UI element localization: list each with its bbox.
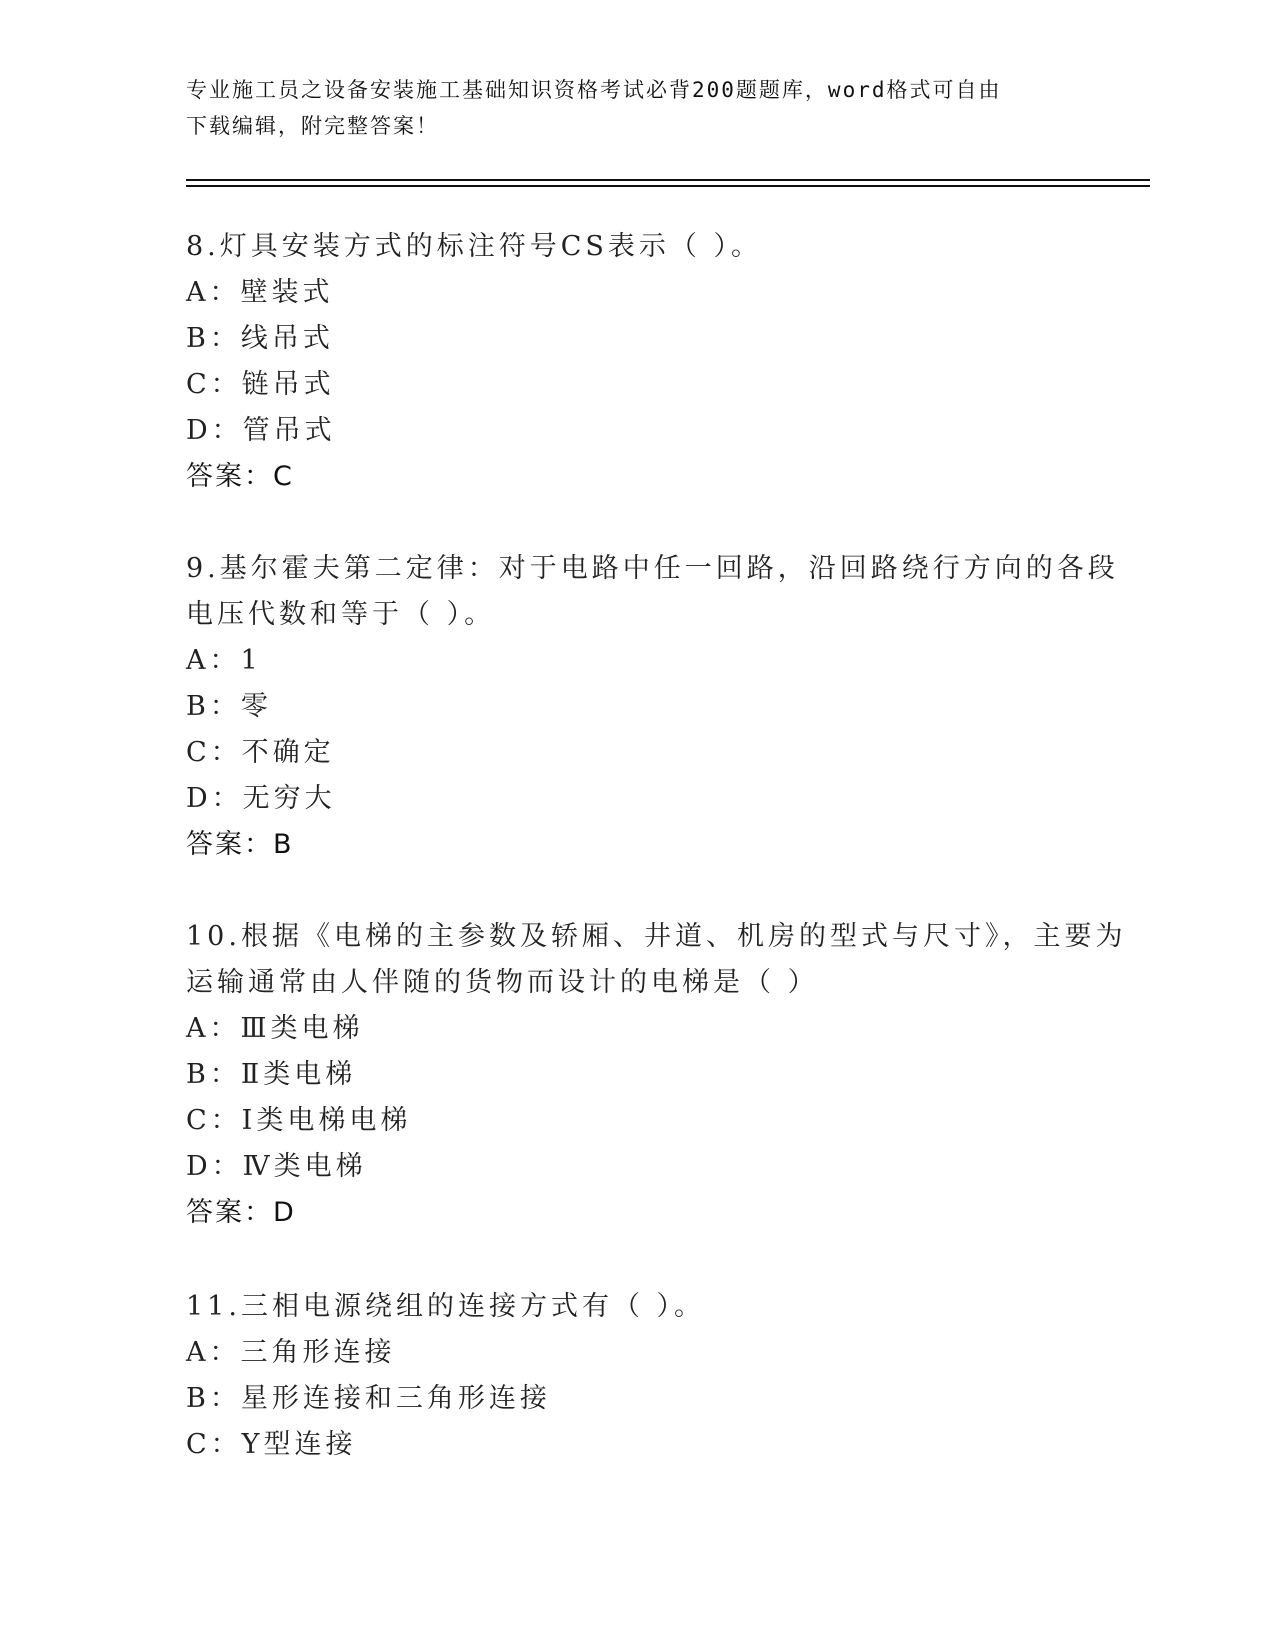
question-stem-line-2: 运输通常由人伴随的货物而设计的电梯是（ ） <box>186 967 819 998</box>
option-c: C：链吊式 <box>186 369 335 400</box>
question-10 <box>186 914 1127 1236</box>
question-9 <box>186 546 1119 868</box>
question-11 <box>186 1284 1086 1468</box>
option-a: A：三角形连接 <box>186 1337 396 1368</box>
option-d: D：无穷大 <box>186 783 336 814</box>
question-stem-line-1: 10.根据《电梯的主参数及轿厢、井道、机房的型式与尺寸》，主要为 <box>186 921 1127 952</box>
option-d: D：管吊式 <box>186 415 336 446</box>
document-header <box>186 72 1086 144</box>
question-stem: 8.灯具安装方式的标注符号CS表示（ ）。 <box>186 231 762 262</box>
option-c: C：Ⅰ类电梯电梯 <box>186 1105 412 1136</box>
option-a: A：1 <box>186 645 262 676</box>
answer: 答案：D <box>186 1197 296 1228</box>
option-a: A：Ⅲ类电梯 <box>186 1013 364 1044</box>
option-d: D：Ⅳ类电梯 <box>186 1151 367 1182</box>
option-b: B：星形连接和三角形连接 <box>186 1383 551 1414</box>
question-stem-line-1: 9.基尔霍夫第二定律：对于电路中任一回路，沿回路绕行方向的各段 <box>186 553 1119 584</box>
option-b: B：线吊式 <box>186 323 334 354</box>
header-line-2: 下载编辑，附完整答案！ <box>186 114 439 138</box>
answer: 答案：B <box>186 829 294 860</box>
option-b: B：零 <box>186 691 272 722</box>
question-stem: 11.三相电源绕组的连接方式有（ ）。 <box>186 1291 706 1322</box>
header-line-1: 专业施工员之设备安装施工基础知识资格考试必背200题题库，word格式可自由 <box>186 78 1002 102</box>
question-8 <box>186 224 1086 500</box>
option-c: C：不确定 <box>186 737 335 768</box>
option-a: A：壁装式 <box>186 277 334 308</box>
header-divider-top <box>186 179 1150 181</box>
answer: 答案：C <box>186 461 294 492</box>
question-stem-line-2: 电压代数和等于（ ）。 <box>186 599 496 630</box>
option-c: C：Y型连接 <box>186 1429 357 1460</box>
header-divider-bottom <box>186 185 1150 187</box>
option-b: B：Ⅱ类电梯 <box>186 1059 357 1090</box>
